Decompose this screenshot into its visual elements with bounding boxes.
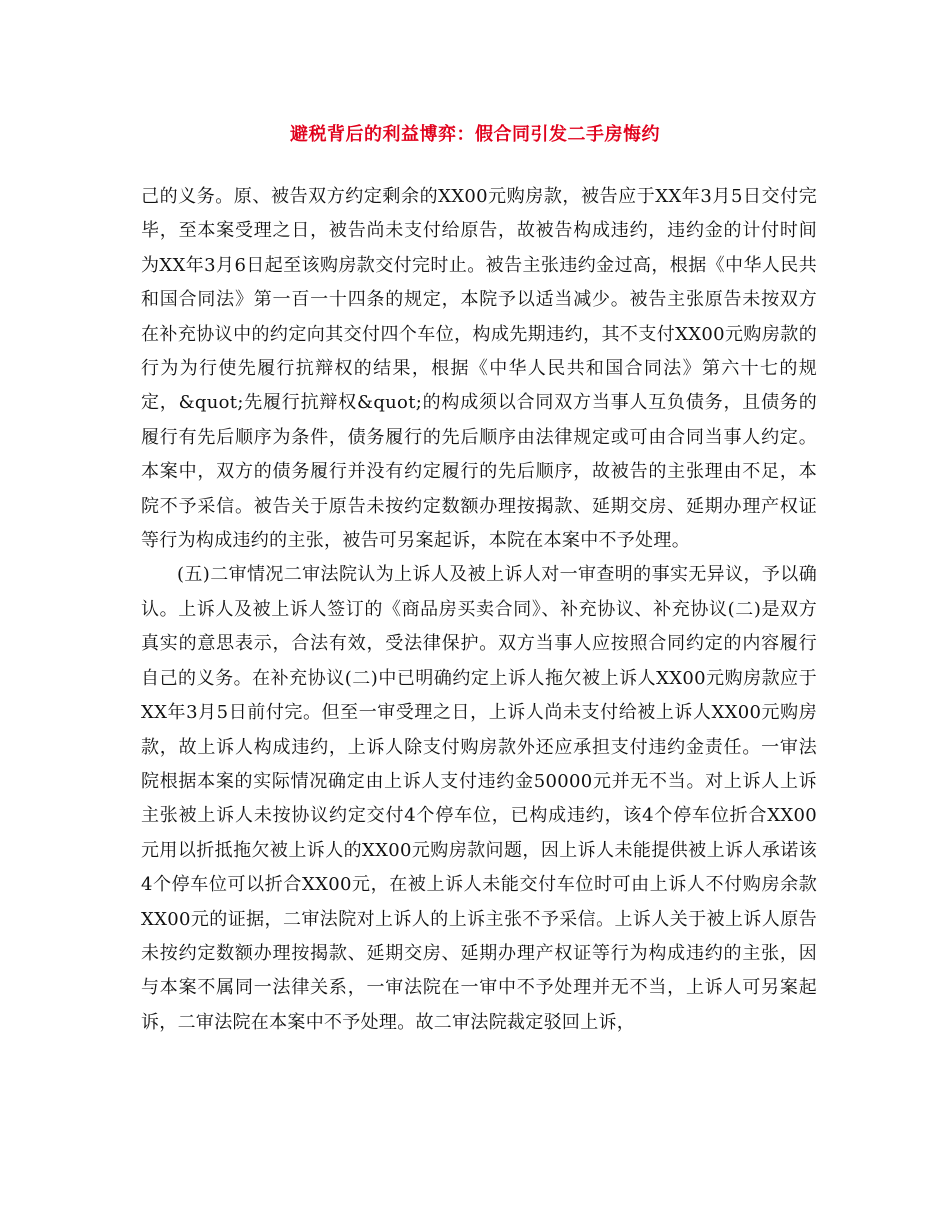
document-title: 避税背后的利益博弈：假合同引发二手房悔约 [290,124,660,145]
paragraph-2: (五)二审情况二审法院认为上诉人及被上诉人对一审查明的事实无异议，予以确认。上诉人及被上诉人签订的《商品房买卖合同》、补充协议、补充协议(二)是双方真实的意思表示，合法有效，受法律保护。双方当事人应按照合同约定的内容履行自己的义务。在补充协议(二)中已明确约定上诉人拖欠被上诉人XX00元购房款应于XX年3月5日前付完。但至一审受理之日，上诉人尚未支付给被上诉人XX00元购房款，故上诉人构成违约，上诉人除支付购房款外还应承担支付违约金责任。一审法院根据本案的实际情况确定由上诉人支付违约金50000元并无不当。对上诉人上诉主张被上诉人未按协议约定交付4个停车位，已构成违约，该4个停车位折合XX00元用以折抵拖欠被上诉人的XX00元购房款问题，因上诉人未能提供被上诉人承诺该4个停车位可以折合XX00元，在被上诉人未能交付车位时可由上诉人不付购房余款XX00元的证据，二审法院对上诉人的上诉主张不予采信。上诉人关于被上诉人原告未按约定数额办理按揭款、延期交房、延期办理产权证等行为构成违约的主张，因与本案不属同一法律关系，一审法院在一审中不予处理并无不当，上诉人可另案起诉，二审法院在本案中不予处理。故二审法院裁定驳回上诉， [141,564,817,1033]
document-body [141,180,817,1040]
paragraph-1: 己的义务。原、被告双方约定剩余的XX00元购房款，被告应于XX年3月5日交付完毕，至本案受理之日，被告尚未支付给原告，故被告构成违约，违约金的计付时间为XX年3月6日起至该购房款交付完时止。被告主张违约金过高，根据《中华人民共和国合同法》第一百一十四条的规定，本院予以适当减少。被告主张原告未按双方在补充协议中的约定向其交付四个车位，构成先期违约，其不支付XX00元购房款的行为为行使先履行抗辩权的结果，根据《中华人民共和国合同法》第六十七的规定，&quot;先履行抗辩权&quot;的构成须以合同双方当事人互负债务，且债务的履行有先后顺序为条件，债务履行的先后顺序由法律规定或可由合同当事人约定。本案中，双方的债务履行并没有约定履行的先后顺序，故被告的主张理由不足，本院不予采信。被告关于原告未按约定数额办理按揭款、延期交房、延期办理产权证等行为构成违约的主张，被告可另案起诉，本院在本案中不予处理。 [141,186,817,552]
